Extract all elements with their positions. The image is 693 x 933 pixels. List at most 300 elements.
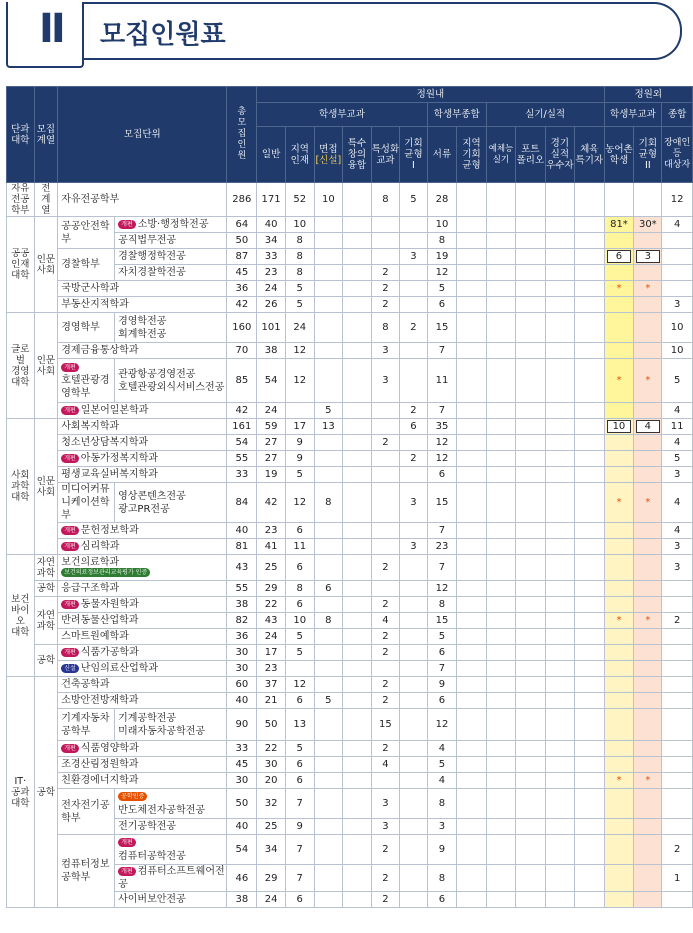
value-cell: 23 bbox=[257, 523, 286, 539]
value-cell bbox=[604, 483, 634, 523]
table-row bbox=[7, 835, 693, 865]
value-cell bbox=[662, 709, 693, 741]
value-cell bbox=[314, 265, 343, 281]
value-cell bbox=[343, 451, 371, 467]
unit-cell bbox=[58, 249, 115, 281]
value-cell: 6 bbox=[314, 581, 343, 597]
value-cell bbox=[371, 451, 400, 467]
value-cell bbox=[634, 629, 662, 645]
unit-cell: 스마트원예학과 bbox=[58, 629, 227, 645]
value-cell bbox=[486, 892, 515, 908]
unit-cell bbox=[58, 313, 115, 343]
value-cell bbox=[545, 819, 574, 835]
value-cell: 24 bbox=[257, 281, 286, 297]
value-cell bbox=[545, 313, 574, 343]
value-cell: 29 bbox=[257, 865, 286, 892]
section-header bbox=[0, 0, 693, 70]
value-cell bbox=[400, 523, 428, 539]
value-cell bbox=[516, 249, 545, 265]
unit-tag: 개편 bbox=[61, 406, 79, 415]
value-cell: 6 bbox=[427, 645, 457, 661]
value-cell bbox=[604, 613, 634, 629]
group-cell: 전 계 열 bbox=[34, 183, 58, 217]
value-cell: 2 bbox=[371, 741, 400, 757]
major-cell bbox=[115, 483, 227, 523]
value-cell: 12 bbox=[427, 581, 457, 597]
value-cell bbox=[314, 629, 343, 645]
value-cell bbox=[545, 403, 574, 419]
value-cell bbox=[343, 819, 371, 835]
value-cell bbox=[457, 217, 486, 233]
value-cell bbox=[604, 661, 634, 677]
value-cell bbox=[575, 597, 604, 613]
college-cell: 보건 바이오 대학 bbox=[7, 555, 35, 677]
value-cell bbox=[545, 523, 574, 539]
value-cell bbox=[486, 419, 515, 435]
asterisk-mark: * bbox=[645, 283, 651, 294]
asterisk-mark: * bbox=[616, 375, 622, 386]
value-cell: 3 bbox=[662, 539, 693, 555]
value-cell: 7 bbox=[427, 403, 457, 419]
value-cell bbox=[662, 677, 693, 693]
value-cell bbox=[457, 677, 486, 693]
value-cell bbox=[314, 819, 343, 835]
value-cell bbox=[604, 539, 634, 555]
total-cell: 54 bbox=[227, 435, 257, 451]
value-cell bbox=[575, 581, 604, 597]
value-cell bbox=[486, 249, 515, 265]
value-cell bbox=[575, 555, 604, 581]
value-cell: 5 bbox=[662, 451, 693, 467]
value-cell bbox=[604, 343, 634, 359]
table-row bbox=[7, 757, 693, 773]
value-cell bbox=[371, 419, 400, 435]
value-cell bbox=[575, 539, 604, 555]
value-cell: 28 bbox=[427, 183, 457, 217]
col-group: 모집 계열 bbox=[34, 87, 58, 183]
value-cell: 3 bbox=[662, 555, 693, 581]
value-cell bbox=[604, 645, 634, 661]
value-cell: 3 bbox=[400, 539, 428, 555]
value-cell: 7 bbox=[427, 555, 457, 581]
value-cell bbox=[575, 217, 604, 233]
value-cell bbox=[314, 523, 343, 539]
value-cell bbox=[516, 892, 545, 908]
value-cell: 24 bbox=[285, 313, 314, 343]
value-cell bbox=[516, 581, 545, 597]
total-cell: 38 bbox=[227, 892, 257, 908]
value-cell bbox=[516, 661, 545, 677]
value-cell bbox=[486, 297, 515, 313]
value-cell bbox=[343, 709, 371, 741]
total-cell: 42 bbox=[227, 297, 257, 313]
major-cell bbox=[115, 865, 227, 892]
value-cell bbox=[545, 419, 574, 435]
total-cell: 50 bbox=[227, 789, 257, 819]
value-cell: 6 bbox=[427, 297, 457, 313]
value-cell bbox=[457, 661, 486, 677]
total-cell: 30 bbox=[227, 645, 257, 661]
unit-cell bbox=[58, 555, 227, 581]
value-cell bbox=[545, 555, 574, 581]
value-cell bbox=[604, 629, 634, 645]
value-cell: 9 bbox=[285, 435, 314, 451]
value-cell bbox=[516, 835, 545, 865]
value-cell bbox=[516, 539, 545, 555]
value-cell bbox=[486, 233, 515, 249]
value-cell bbox=[343, 693, 371, 709]
value-cell bbox=[575, 629, 604, 645]
value-cell bbox=[575, 183, 604, 217]
col-specialized: 특성화 교과 bbox=[371, 127, 400, 183]
table-row bbox=[7, 467, 693, 483]
value-cell bbox=[575, 343, 604, 359]
value-cell: 3 bbox=[371, 819, 400, 835]
value-cell: 10 bbox=[662, 313, 693, 343]
value-cell: 29 bbox=[257, 581, 286, 597]
value-cell: 6 bbox=[285, 693, 314, 709]
value-cell bbox=[545, 835, 574, 865]
value-cell: 5 bbox=[285, 467, 314, 483]
unit-cell: 평생교육실버복지학과 bbox=[58, 467, 227, 483]
value-cell: 15 bbox=[427, 483, 457, 523]
value-cell bbox=[604, 789, 634, 819]
value-cell bbox=[400, 629, 428, 645]
asterisk-mark: * bbox=[645, 615, 651, 626]
group-cell: 인문 사회 bbox=[34, 419, 58, 555]
col-out-gyogwa: 학생부교과 bbox=[604, 103, 662, 127]
value-cell bbox=[314, 539, 343, 555]
total-cell: 84 bbox=[227, 483, 257, 523]
value-cell: 27 bbox=[257, 435, 286, 451]
value-cell bbox=[343, 789, 371, 819]
value-cell bbox=[575, 435, 604, 451]
table-row bbox=[7, 483, 693, 523]
major-cell bbox=[115, 265, 227, 281]
value-cell bbox=[662, 773, 693, 789]
value-cell bbox=[604, 297, 634, 313]
table-row bbox=[7, 629, 693, 645]
asterisk-mark: * bbox=[645, 497, 651, 508]
value-cell bbox=[314, 645, 343, 661]
value-cell: 21 bbox=[257, 693, 286, 709]
table-row bbox=[7, 403, 693, 419]
value-cell bbox=[343, 597, 371, 613]
value-cell bbox=[575, 835, 604, 865]
value-cell bbox=[400, 865, 428, 892]
value-cell bbox=[400, 677, 428, 693]
value-cell bbox=[575, 773, 604, 789]
value-cell bbox=[545, 467, 574, 483]
value-cell bbox=[634, 435, 662, 451]
value-cell bbox=[516, 419, 545, 435]
unit-name: 난임의료산업학과 bbox=[80, 663, 159, 674]
value-cell bbox=[457, 359, 486, 403]
total-cell: 43 bbox=[227, 555, 257, 581]
value-cell: 6 bbox=[285, 555, 314, 581]
value-cell: 8 bbox=[314, 613, 343, 629]
value-cell bbox=[486, 183, 515, 217]
value-cell bbox=[343, 419, 371, 435]
value-cell bbox=[457, 741, 486, 757]
total-cell: 161 bbox=[227, 419, 257, 435]
value-cell: 25 bbox=[257, 555, 286, 581]
value-cell bbox=[343, 249, 371, 265]
value-cell: 26 bbox=[257, 297, 286, 313]
table-row bbox=[7, 645, 693, 661]
total-cell: 82 bbox=[227, 613, 257, 629]
unit-cell: 응급구조학과 bbox=[58, 581, 227, 597]
value-cell bbox=[516, 297, 545, 313]
value-cell: 2 bbox=[400, 313, 428, 343]
value-cell bbox=[371, 523, 400, 539]
col-rural: 농어촌 학생 bbox=[604, 127, 634, 183]
total-cell: 286 bbox=[227, 183, 257, 217]
value-cell: 6 bbox=[427, 892, 457, 908]
value-cell bbox=[457, 467, 486, 483]
value-cell: 8 bbox=[427, 789, 457, 819]
value-cell bbox=[575, 281, 604, 297]
total-cell: 42 bbox=[227, 403, 257, 419]
value-cell: 15 bbox=[427, 613, 457, 629]
value-cell: 8 bbox=[371, 313, 400, 343]
value-cell: 8 bbox=[285, 265, 314, 281]
table-row bbox=[7, 183, 693, 217]
value-cell: 2 bbox=[371, 865, 400, 892]
total-cell: 55 bbox=[227, 451, 257, 467]
col-sports: 체육 특기자 bbox=[575, 127, 604, 183]
value-cell bbox=[575, 467, 604, 483]
value-cell bbox=[516, 343, 545, 359]
value-cell bbox=[604, 419, 634, 435]
unit-tag: 개편 bbox=[61, 648, 79, 657]
value-cell bbox=[400, 757, 428, 773]
value-cell bbox=[516, 435, 545, 451]
value-cell: 2 bbox=[400, 451, 428, 467]
value-cell bbox=[545, 183, 574, 217]
value-cell: 5 bbox=[285, 629, 314, 645]
value-cell bbox=[400, 709, 428, 741]
value-cell bbox=[457, 865, 486, 892]
value-cell bbox=[400, 217, 428, 233]
value-cell bbox=[634, 249, 662, 265]
value-cell bbox=[634, 645, 662, 661]
value-cell bbox=[486, 403, 515, 419]
value-cell bbox=[457, 523, 486, 539]
value-cell bbox=[516, 403, 545, 419]
value-cell bbox=[486, 343, 515, 359]
value-cell: 2 bbox=[400, 403, 428, 419]
value-cell bbox=[634, 892, 662, 908]
value-cell bbox=[662, 265, 693, 281]
value-cell bbox=[604, 523, 634, 539]
total-cell: 36 bbox=[227, 629, 257, 645]
value-cell bbox=[457, 451, 486, 467]
value-cell: 11 bbox=[662, 419, 693, 435]
value-cell bbox=[545, 597, 574, 613]
major-tag: 개편 bbox=[118, 867, 136, 876]
value-cell bbox=[662, 789, 693, 819]
value-cell bbox=[662, 892, 693, 908]
value-cell bbox=[634, 613, 662, 629]
value-cell bbox=[575, 865, 604, 892]
value-cell: 25 bbox=[257, 819, 286, 835]
value-cell: 42 bbox=[257, 483, 286, 523]
section-number-box bbox=[6, 2, 84, 68]
unit-tag: 개편 bbox=[61, 363, 79, 372]
value-cell: 19 bbox=[257, 467, 286, 483]
unit-cell bbox=[58, 709, 115, 741]
group-cell: 인문 사회 bbox=[34, 313, 58, 419]
value-cell bbox=[486, 865, 515, 892]
value-cell bbox=[343, 613, 371, 629]
value-cell: 7 bbox=[427, 661, 457, 677]
value-cell: 10 bbox=[285, 613, 314, 629]
unit-tag: 개편 bbox=[61, 744, 79, 753]
asterisk-mark: * bbox=[645, 775, 651, 786]
unit-cell: 소방안전방재학과 bbox=[58, 693, 227, 709]
major-name-2: 호텔관광외식서비스전공 bbox=[118, 381, 225, 393]
value-cell bbox=[516, 741, 545, 757]
value-cell: 5 bbox=[285, 741, 314, 757]
college-cell: IT· 공과 대학 bbox=[7, 677, 35, 908]
value-cell bbox=[516, 217, 545, 233]
total-cell: 40 bbox=[227, 693, 257, 709]
asterisk-mark: * bbox=[616, 615, 622, 626]
major-name: 경영학전공 bbox=[118, 315, 167, 327]
value-cell bbox=[634, 419, 662, 435]
major-tag: 개편 bbox=[118, 220, 136, 229]
value-cell bbox=[486, 313, 515, 343]
major-cell bbox=[115, 819, 227, 835]
value-cell bbox=[486, 435, 515, 451]
value-cell bbox=[343, 265, 371, 281]
value-cell bbox=[486, 741, 515, 757]
value-cell: 4 bbox=[371, 757, 400, 773]
value-cell: 8 bbox=[427, 597, 457, 613]
unit-cell bbox=[58, 789, 115, 835]
value-cell: 3 bbox=[400, 483, 428, 523]
table-row bbox=[7, 597, 693, 613]
value-cell: 33 bbox=[257, 249, 286, 265]
unit-cell bbox=[58, 835, 115, 908]
value-cell: 19 bbox=[427, 249, 457, 265]
value-cell bbox=[314, 233, 343, 249]
value-cell bbox=[343, 435, 371, 451]
boxed-value: 6 bbox=[607, 250, 631, 263]
value-cell: 2 bbox=[371, 677, 400, 693]
col-opportunity2: 기회 균형 II bbox=[634, 127, 662, 183]
value-cell bbox=[634, 539, 662, 555]
value-cell: 8 bbox=[427, 865, 457, 892]
value-cell: 8 bbox=[285, 581, 314, 597]
value-cell: 50 bbox=[257, 709, 286, 741]
value-cell bbox=[400, 467, 428, 483]
section-number: II bbox=[39, 6, 63, 52]
value-cell bbox=[371, 773, 400, 789]
value-cell bbox=[457, 773, 486, 789]
major-name-2: 광고PR전공 bbox=[118, 503, 170, 515]
col-disabled: 장애인 등 대상자 bbox=[662, 127, 693, 183]
value-cell bbox=[400, 693, 428, 709]
value-cell bbox=[604, 581, 634, 597]
total-cell: 40 bbox=[227, 819, 257, 835]
value-cell bbox=[545, 865, 574, 892]
value-cell bbox=[604, 677, 634, 693]
value-cell bbox=[634, 661, 662, 677]
page-title: 모집인원표 bbox=[100, 20, 226, 50]
value-cell bbox=[604, 741, 634, 757]
value-cell bbox=[634, 265, 662, 281]
value-cell bbox=[457, 265, 486, 281]
value-cell: 2 bbox=[371, 629, 400, 645]
value-cell bbox=[604, 773, 634, 789]
value-cell: 11 bbox=[427, 359, 457, 403]
value-cell bbox=[662, 645, 693, 661]
unit-cell bbox=[58, 403, 227, 419]
unit-tag: 신설 bbox=[61, 664, 79, 673]
value-cell bbox=[343, 835, 371, 865]
value-cell bbox=[604, 403, 634, 419]
value-cell: 12 bbox=[285, 343, 314, 359]
major-name: 컴퓨터소프트웨어전공 bbox=[118, 866, 225, 890]
value-cell bbox=[575, 233, 604, 249]
value-cell: 1 bbox=[662, 865, 693, 892]
value-cell: 2 bbox=[371, 693, 400, 709]
unit-cell: 경제금융통상학과 bbox=[58, 343, 227, 359]
major-name: 경찰행정학전공 bbox=[118, 251, 186, 262]
value-cell bbox=[662, 819, 693, 835]
value-cell bbox=[634, 835, 662, 865]
value-cell bbox=[314, 297, 343, 313]
total-cell: 81 bbox=[227, 539, 257, 555]
group-cell: 공학 bbox=[34, 645, 58, 677]
value-cell bbox=[516, 313, 545, 343]
value-cell bbox=[575, 249, 604, 265]
major-cell bbox=[115, 789, 227, 819]
value-cell bbox=[400, 581, 428, 597]
value-cell: 101 bbox=[257, 313, 286, 343]
value-cell: 17 bbox=[257, 645, 286, 661]
value-cell bbox=[343, 645, 371, 661]
value-cell bbox=[486, 467, 515, 483]
value-cell bbox=[516, 523, 545, 539]
value-cell bbox=[457, 819, 486, 835]
value-cell bbox=[400, 435, 428, 451]
value-cell bbox=[662, 693, 693, 709]
value-cell bbox=[634, 523, 662, 539]
value-cell bbox=[314, 313, 343, 343]
col-opportunity1: 기회 균형 I bbox=[400, 127, 428, 183]
unit-cell bbox=[58, 359, 115, 403]
major-name: 공직법무전공 bbox=[118, 235, 177, 246]
value-cell bbox=[516, 645, 545, 661]
value-cell: 7 bbox=[285, 789, 314, 819]
unit-tag: 개편 bbox=[61, 526, 79, 535]
value-cell: 17 bbox=[285, 419, 314, 435]
value-cell bbox=[634, 467, 662, 483]
total-cell: 50 bbox=[227, 233, 257, 249]
value-cell bbox=[371, 217, 400, 233]
value-cell bbox=[604, 757, 634, 773]
value-cell: 22 bbox=[257, 741, 286, 757]
value-cell bbox=[314, 435, 343, 451]
total-cell: 70 bbox=[227, 343, 257, 359]
value-cell bbox=[516, 789, 545, 819]
table-row bbox=[7, 677, 693, 693]
value-cell bbox=[400, 741, 428, 757]
value-cell bbox=[457, 892, 486, 908]
